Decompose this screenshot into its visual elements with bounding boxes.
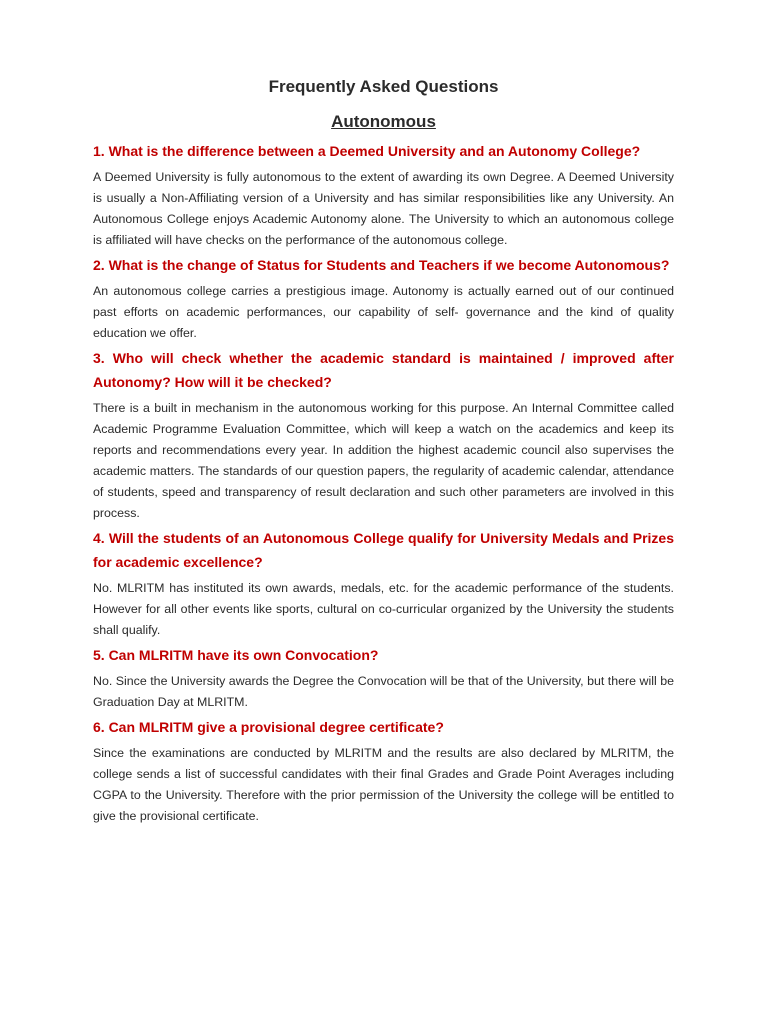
faq-question: 3. Who will check whether the academic standard is maintained / improved after Autonomy? How will it be checked? [93, 350, 674, 390]
faq-answer: There is a built in mechanism in the autonomous working for this purpose. An Internal Committee called Academic Programme Evaluation Committee, which will keep a watch on the academics and keep its reports and recommendations every year. In addition the highest academic council also supervises the academic matters. The standards of our question papers, the regularity of academic calendar, attendance of students, speed and transparency of result declaration and such other parameters are involved in this process. [93, 401, 674, 520]
faq-list [93, 139, 674, 827]
faq-question: 4. Will the students of an Autonomous College qualify for University Medals and Prizes for academic excellence? [93, 530, 674, 570]
document-page [93, 76, 674, 829]
faq-item-6 [93, 715, 674, 827]
faq-item-3 [93, 346, 674, 524]
faq-answer: Since the examinations are conducted by MLRITM and the results are also declared by MLRITM, the college sends a list of successful candidates with their final Grades and Grade Point Averages including CGPA to the University. Therefore with the prior permission of the University the college will be entitled to give the provisional certificate. [93, 746, 674, 823]
faq-answer: No. Since the University awards the Degree the Convocation will be that of the University, but there will be Graduation Day at MLRITM. [93, 674, 674, 709]
faq-answer: An autonomous college carries a prestigious image. Autonomy is actually earned out of our continued past efforts on academic performances, our capability of self- governance and the kind of quality education we offer. [93, 284, 674, 340]
page-title: Frequently Asked Questions [268, 77, 499, 96]
faq-answer: A Deemed University is fully autonomous to the extent of awarding its own Degree. A Deemed University is usually a Non-Affiliating version of a University and has similar responsibilities like any University. An Autonomous College enjoys Academic Autonomy alone. The University to which an autonomous college is affiliated will have checks on the performance of the autonomous college. [93, 170, 674, 247]
faq-item-1 [93, 139, 674, 251]
faq-item-5 [93, 643, 674, 713]
section-heading: Autonomous [331, 112, 436, 131]
faq-question: 5. Can MLRITM have its own Convocation? [93, 647, 379, 663]
faq-question: 2. What is the change of Status for Students and Teachers if we become Autonomous? [93, 257, 670, 273]
faq-question: 6. Can MLRITM give a provisional degree certificate? [93, 719, 444, 735]
faq-answer: No. MLRITM has instituted its own awards, medals, etc. for the academic performance of the students. However for all other events like sports, cultural on co-curricular organized by the University the students shall qualify. [93, 581, 674, 637]
faq-item-4 [93, 526, 674, 641]
faq-question: 1. What is the difference between a Deemed University and an Autonomy College? [93, 143, 641, 159]
faq-item-2 [93, 253, 674, 344]
